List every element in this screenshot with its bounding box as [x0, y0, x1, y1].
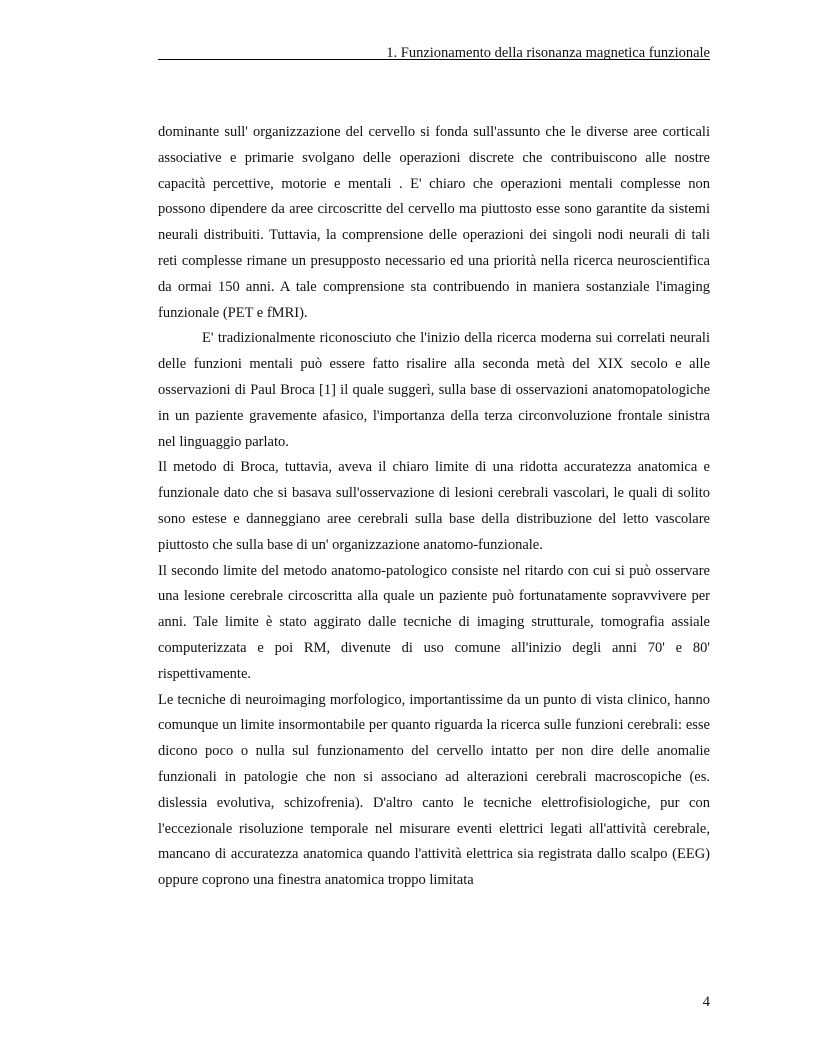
- paragraph-3: Il metodo di Broca, tuttavia, aveva il chiaro limite di una ridotta accuratezza anatomica e funzionale dato che si basava sull'osservazione di lesioni cerebrali vascolari, le quali di solito sono estese e danneggiano aree cerebrali sulla base della distribuzione del letto vascolare piuttosto che sulla base di un' organizzazione anatomo-funzionale.: [158, 459, 710, 553]
- running-header: 1. Funzionamento della risonanza magnetica funzionale: [386, 45, 710, 61]
- page-number: 4: [702, 994, 710, 1010]
- paragraph-5: Le tecniche di neuroimaging morfologico, importantissime da un punto di vista clinico, hanno comunque un limite insormontabile per quanto riguarda la ricerca sulle funzioni cerebrali: esse dicono poco o nulla sul funzionamento del cervello intatto per non dire delle anomalie funzionali in patologie che non si associano ad alterazioni cerebrali macroscopiche (es. dislessia evolutiva, schizofrenia). D'altro canto le tecniche elettrofisiologiche, pur con l'eccezionale risoluzione temporale nel misurare eventi elettrici legati all'attività cerebrale, mancano di accuratezza anatomica quando l'attività elettrica sia registrata dallo scalpo (EEG) oppure coprono una finestra anatomica troppo limitata: [158, 691, 710, 889]
- body-text: [158, 120, 710, 894]
- header-rule: [158, 59, 710, 60]
- paragraph-1: dominante sull' organizzazione del cervello si fonda sull'assunto che le diverse aree corticali associative e primarie svolgano delle operazioni discrete che contribuiscono alle nostre capacità percettive, motorie e mentali . E' chiaro che operazioni mentali complesse non possono dipendere da aree circoscritte del cervello ma piuttosto esse sono garantite da sistemi neurali distribuiti. Tuttavia, la comprensione delle operazioni dei singoli nodi neurali di tali reti complesse rimane un presupposto necessario ed una priorità nella ricerca neuroscientifica da ormai 150 anni. A tale comprensione sta contribuendo in maniera sostanziale l'imaging funzionale (PET e fMRI).: [158, 124, 710, 321]
- paragraph-4: Il secondo limite del metodo anatomo-patologico consiste nel ritardo con cui si può osservare una lesione cerebrale circoscritta alla quale un paziente può fortunatamente sopravvivere per anni. Tale limite è stato aggirato dalle tecniche di imaging strutturale, tomografia assiale computerizzata e poi RM, divenute di uso comune all'inizio degli anni 70' e 80' rispettivamente.: [158, 562, 710, 682]
- paragraph-2: E' tradizionalmente riconosciuto che l'inizio della ricerca moderna sui correlati neurali delle funzioni mentali può essere fatto risalire alla seconda metà del XIX secolo e alle osservazioni di Paul Broca [1] il quale suggerì, sulla base di osservazioni anatomopatologiche in un paziente gravemente afasico, l'importanza della terza circonvoluzione frontale sinistra nel linguaggio parlato.: [158, 330, 710, 450]
